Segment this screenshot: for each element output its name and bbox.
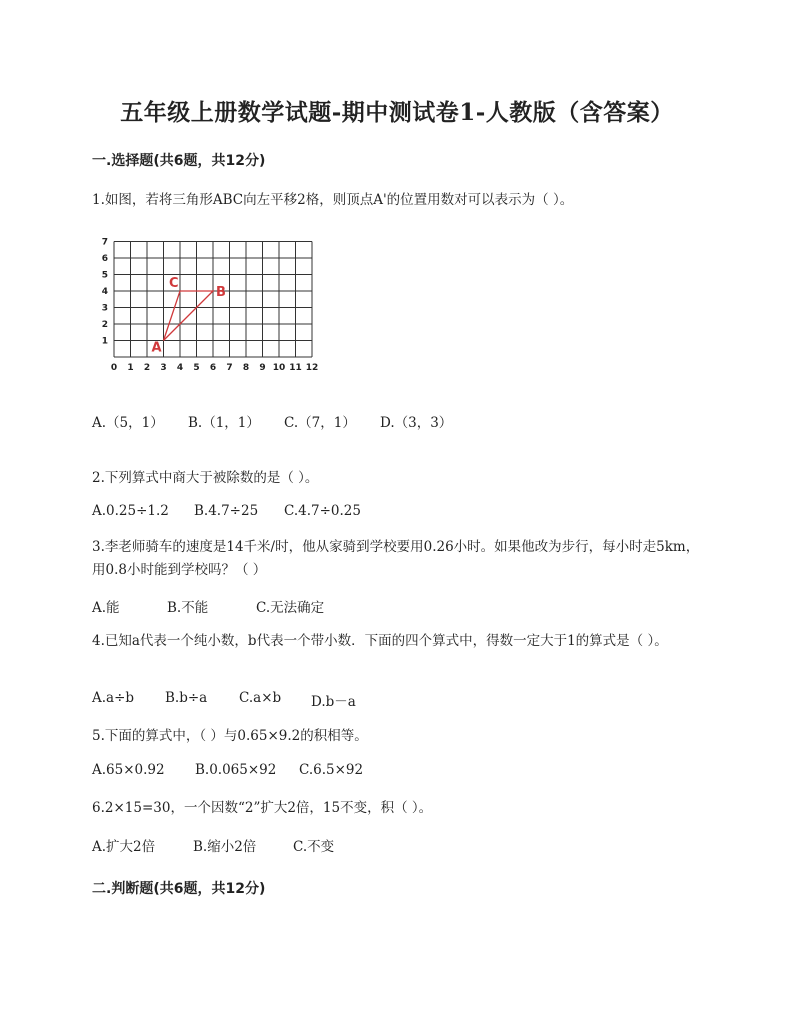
q3-option-a[interactable]: A.能 xyxy=(92,600,120,616)
x-tick-label: 8 xyxy=(242,363,250,373)
y-tick-label: 1 xyxy=(101,336,108,347)
question-4: 4.已知a代表一个纯小数，b代表一个带小数．下面的四个算式中，得数一定大于1的算式是（ ）。 xyxy=(92,633,668,649)
question-3: 3.李老师骑车的速度是14千米/时，他从家骑到学校要用0.26小时。如果他改为步行，每小时走5km，用0.8小时能到学校吗？（ ） xyxy=(92,539,700,578)
question-1: 1.如图，若将三角形ABC向左平移2格，则顶点A'的位置用数对可以表示为（ ）。 xyxy=(92,192,574,208)
x-tick-label: 11 xyxy=(289,363,302,373)
x-tick-label: 6 xyxy=(209,363,217,373)
question-2: 2.下列算式中商大于被除数的是（ ）。 xyxy=(92,470,319,486)
q4-option-a[interactable]: A.a÷b xyxy=(92,690,135,706)
x-tick-label: 10 xyxy=(272,363,286,373)
x-tick-label: 0 xyxy=(110,363,118,373)
y-tick-label: 7 xyxy=(101,237,108,248)
point-label-b: B xyxy=(216,285,226,300)
x-tick-labels xyxy=(111,363,318,373)
question-3-options xyxy=(92,596,324,616)
q4-option-c[interactable]: C.a×b xyxy=(239,690,282,706)
q2-option-a[interactable]: A.0.25÷1.2 xyxy=(92,503,169,519)
x-tick-label: 3 xyxy=(160,363,167,373)
x-tick-label: 12 xyxy=(305,363,319,373)
triangle-abc xyxy=(164,291,214,341)
point-label-a: A xyxy=(151,340,162,356)
q1-option-c[interactable]: C.（7，1） xyxy=(284,415,356,431)
question-2-options xyxy=(92,503,361,519)
section-heading-judgement: 二.判断题(共6题，共12分) xyxy=(92,881,266,897)
q6-option-a[interactable]: A.扩大2倍 xyxy=(92,839,156,855)
question-6: 6.2×15=30，一个因数“2”扩大2倍，15不变，积（ ）。 xyxy=(92,800,433,816)
q5-option-b[interactable]: B.0.065×92 xyxy=(195,762,277,778)
y-tick-label: 5 xyxy=(101,270,108,281)
y-tick-labels xyxy=(102,238,108,347)
q5-option-a[interactable]: A.65×0.92 xyxy=(92,762,165,778)
question-6-options xyxy=(92,835,334,855)
y-tick-label: 2 xyxy=(101,320,108,330)
q6-option-c[interactable]: C.不变 xyxy=(293,839,335,855)
x-tick-label: 1 xyxy=(127,363,134,373)
page-title: 五年级上册数学试题-期中测试卷1-人教版（含答案） xyxy=(120,99,674,126)
q1-option-b[interactable]: B.（1，1） xyxy=(188,415,260,431)
x-tick-label: 4 xyxy=(176,363,184,373)
x-tick-label: 5 xyxy=(193,363,200,373)
triangle-outline xyxy=(164,291,214,341)
y-tick-label: 4 xyxy=(101,287,108,297)
x-tick-label: 7 xyxy=(226,363,233,373)
x-tick-label: 9 xyxy=(259,363,266,373)
question-1-options xyxy=(92,411,452,431)
question-5-options xyxy=(92,762,363,778)
coordinate-grid-figure xyxy=(92,232,332,382)
q3-option-c[interactable]: C.无法确定 xyxy=(256,600,325,616)
question-5: 5.下面的算式中，（ ）与0.65×9.2的积相等。 xyxy=(92,728,368,744)
q3-option-b[interactable]: B.不能 xyxy=(167,600,209,616)
q2-option-b[interactable]: B.4.7÷25 xyxy=(194,503,259,519)
section-heading-choice: 一.选择题(共6题，共12分) xyxy=(92,153,266,169)
q5-option-c[interactable]: C.6.5×92 xyxy=(299,762,364,778)
q1-option-d[interactable]: D.（3，3） xyxy=(380,415,453,431)
question-4-options xyxy=(92,690,356,710)
q6-option-b[interactable]: B.缩小2倍 xyxy=(193,839,257,855)
point-label-c: C xyxy=(169,276,179,291)
grid-lines xyxy=(114,242,312,358)
q2-option-c[interactable]: C.4.7÷0.25 xyxy=(284,503,361,519)
y-tick-label: 3 xyxy=(101,303,108,314)
y-tick-label: 6 xyxy=(101,254,108,264)
q4-option-b[interactable]: B.b÷a xyxy=(165,690,208,706)
q4-option-d[interactable]: D.b－a xyxy=(311,694,356,710)
x-tick-label: 2 xyxy=(143,363,151,373)
q1-option-a[interactable]: A.（5，1） xyxy=(92,415,164,431)
